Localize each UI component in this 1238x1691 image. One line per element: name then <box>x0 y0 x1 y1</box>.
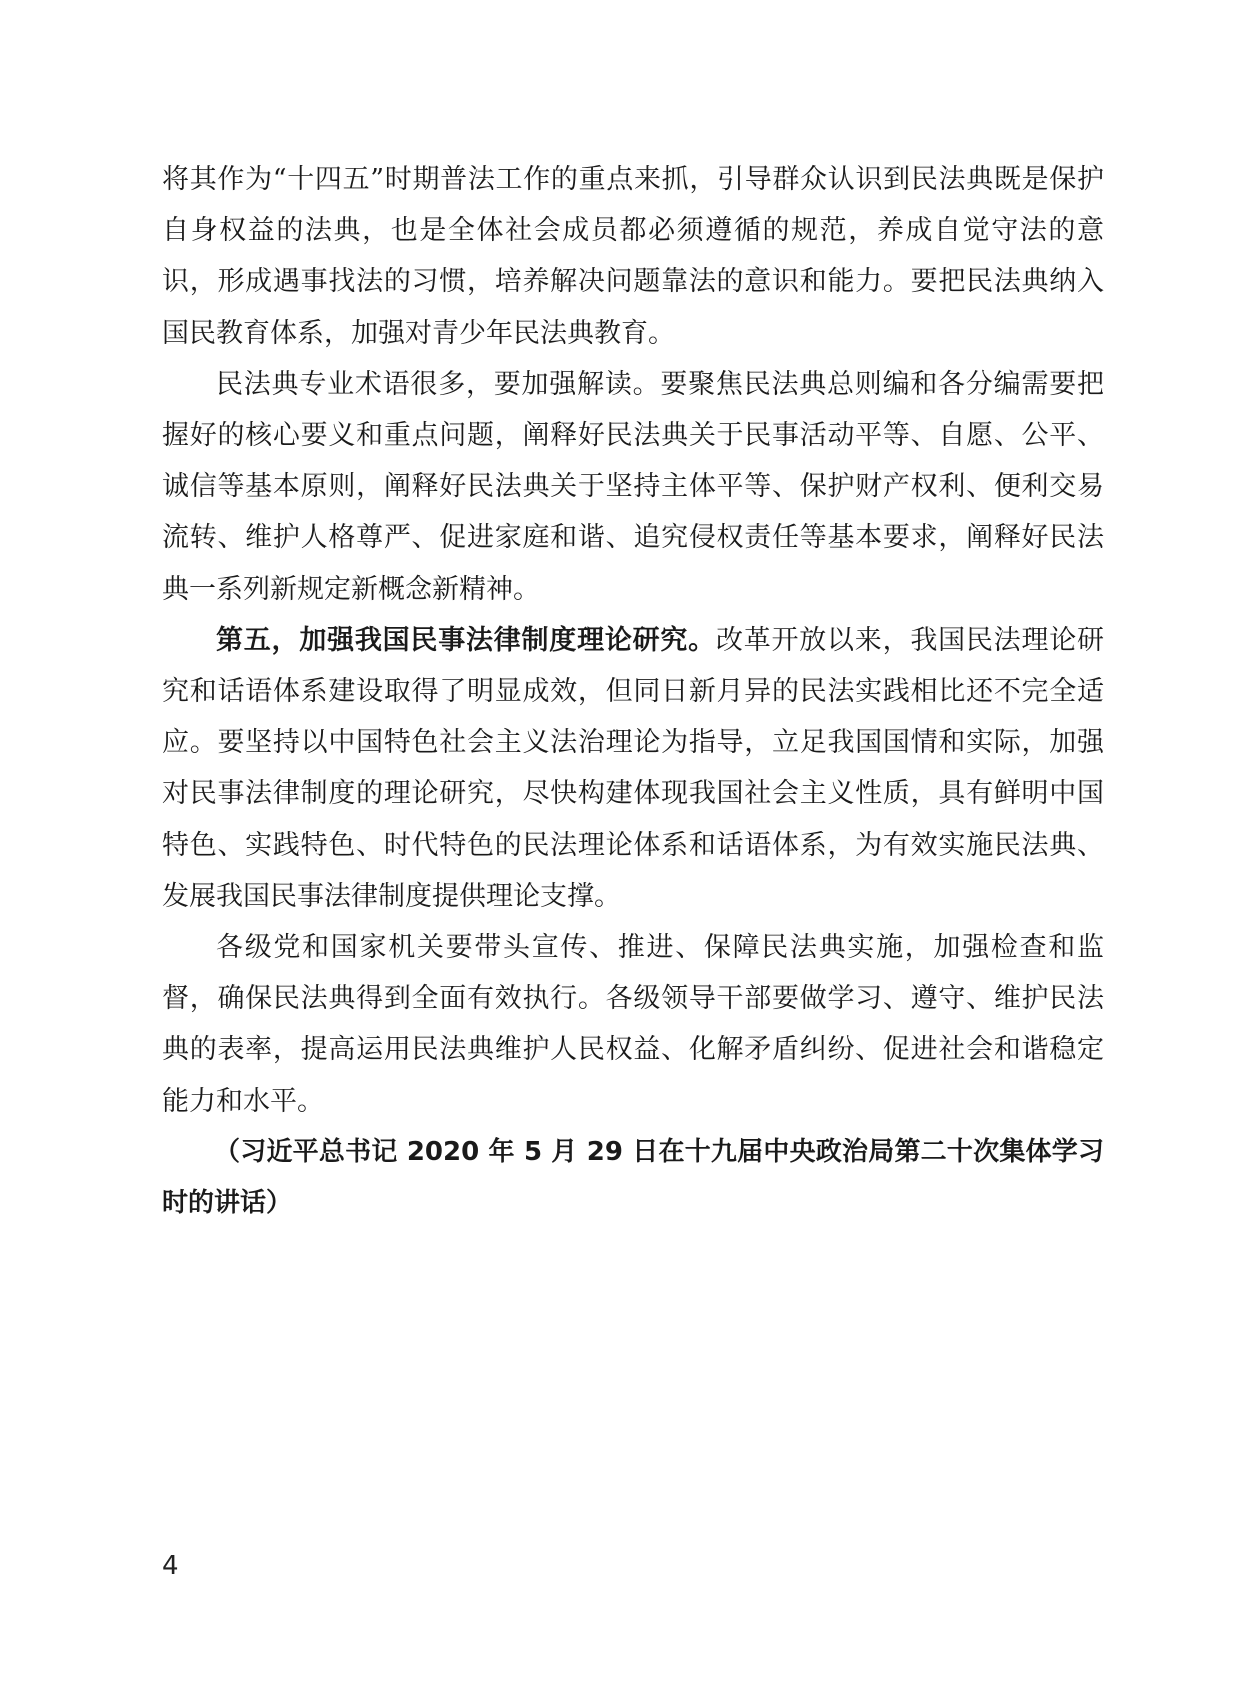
page-number: 4 <box>162 1551 179 1581</box>
source-citation: （习近平总书记 2020 年 5 月 29 日在十九届中央政治局第二十次集体学习时的讲话） <box>162 1136 1104 1219</box>
paragraph-lead-heading: 第五，加强我国民事法律制度理论研究。 <box>216 624 716 656</box>
paragraph-terminology: 民法典专业术语很多，要加强解读。要聚焦民法典总则编和各分编需要把握好的核心要义和重点问题，阐释好民法典关于民事活动平等、自愿、公平、诚信等基本原则，阐释好民法典关于坚持主体平等、保护财产权利、便利交易流转、维护人格尊严、促进家庭和谐、追究侵权责任等基本要求，阐释好民法典一系列新规定新概念新精神。 <box>162 368 1104 605</box>
paragraph-continued: 将其作为“十四五”时期普法工作的重点来抓，引导群众认识到民法典既是保护自身权益的法典，也是全体社会成员都必须遵循的规范，养成自觉守法的意识，形成遇事找法的习惯，培养解决问题靠法的意识和能力。要把民法典纳入国民教育体系，加强对青少年民法典教育。 <box>162 164 1104 349</box>
paragraph-organs: 各级党和国家机关要带头宣传、推进、保障民法典实施，加强检查和监督，确保民法典得到全面有效执行。各级领导干部要做学习、遵守、维护民法典的表率，提高运用民法典维护人民权益、化解矛盾纠纷、促进社会和谐稳定能力和水平。 <box>162 932 1104 1117</box>
paragraph-theory-research <box>162 615 1104 922</box>
paragraph-body: 改革开放以来，我国民法理论研究和话语体系建设取得了明显成效，但同日新月异的民法实践相比还不完全适应。要坚持以中国特色社会主义法治理论为指导，立足我国国情和实际，加强对民事法律制度的理论研究，尽快构建体现我国社会主义性质，具有鲜明中国特色、实践特色、时代特色的民法理论体系和话语体系，为有效实施民法典、发展我国民事法律制度提供理论支撑。 <box>162 624 1105 912</box>
body-text <box>162 154 1104 1229</box>
